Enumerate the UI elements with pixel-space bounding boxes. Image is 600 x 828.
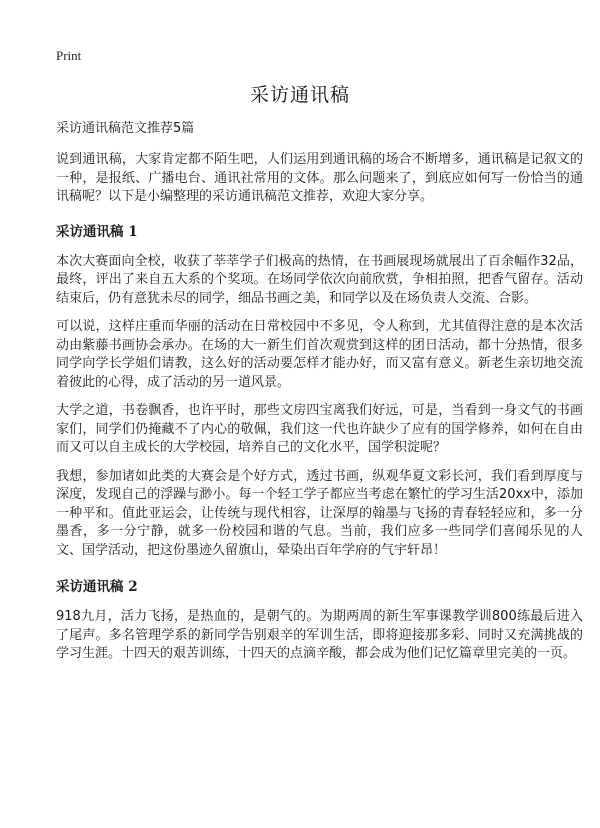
- intro-paragraph: 说到通讯稿，大家肯定都不陌生吧，人们运用到通讯稿的场合不断增多，通讯稿是记叙文的一种，是报纸、广播电台、通讯社常用的文体。那么问题来了，到底应如何写一份恰当的通讯稿呢？以下是小编整理的采访通讯稿范文推荐，欢迎大家分享。: [56, 152, 583, 204]
- section-heading-2: 采访通讯稿 2: [56, 579, 138, 595]
- print-link[interactable]: Print: [56, 48, 82, 63]
- section-1-paragraph-1: 本次大赛面向全校，收获了莘莘学子们极高的热情，在书画展现场就展出了百余幅作32品，最终，评出了来自五大系的个奖项。在场同学依次向前欣赏，争相拍照，把香气留存。活动结束后，仍有意犹未尽的同学，细品书画之美，和同学以及在场负责人交流、合影。: [56, 253, 583, 306]
- section-1-paragraph-2: 可以说，这样庄重而华丽的活动在日常校园中不多见，令人称到，尤其值得注意的是本次活动由紫藤书画协会承办。在场的大一新生们首次观赏到这样的团日活动，都十分热情，很多同学向学长学姐们请教，这么好的活动要怎样才能办好，而又富有意义。新老生亲切地交流着彼此的心得，成了活动的另一道风景。: [56, 319, 583, 390]
- article-subtitle: 采访通讯稿范文推荐5篇: [56, 121, 195, 136]
- section-1-paragraph-3: 大学之道，书卷飘香，也许平时，那些文房四宝离我们好远，可是，当看到一身文气的书画家们，同学们仍掩藏不了内心的敬佩，我们这一代也许缺少了应有的国学修养，如何在自由而又可以自主成长的大学校园，培养自己的文化水平，国学积淀呢？: [56, 403, 583, 455]
- section-1-paragraph-4: 我想，参加诸如此类的大赛会是个好方式，透过书画，纵观华夏文彩长河，我们看到厚度与深度，发现自己的浮躁与渺小。每一个轻工学子都应当考虑在繁忙的学习生活20xx中，添加一种平和。值此亚运会，让传统与现代相容，让深厚的翰墨与飞扬的青春轻轻应和，多一分墨香，多一分宁静，就多一份校园和谐的气息。当前，我们应多一些同学们喜闻乐见的人文、国学活动，把这份墨迹久留旗山，晕染出百年学府的气宇轩昂！: [56, 468, 583, 558]
- section-2-paragraph-1: 918九月，活力飞扬，是热血的，是朝气的。为期两周的新生军事课教学训800练最后进入了尾声。多名管理学系的新同学告别艰辛的军训生活，即将迎接那多彩、同时又充满挑战的学习生涯。十四天的艰苦训练，十四天的点滴辛酸，都会成为他们记忆篇章里完美的一页。: [56, 609, 583, 661]
- section-heading-1: 采访通讯稿 1: [56, 223, 138, 240]
- page-title: 采访通讯稿: [249, 84, 350, 106]
- article-body: [56, 120, 583, 674]
